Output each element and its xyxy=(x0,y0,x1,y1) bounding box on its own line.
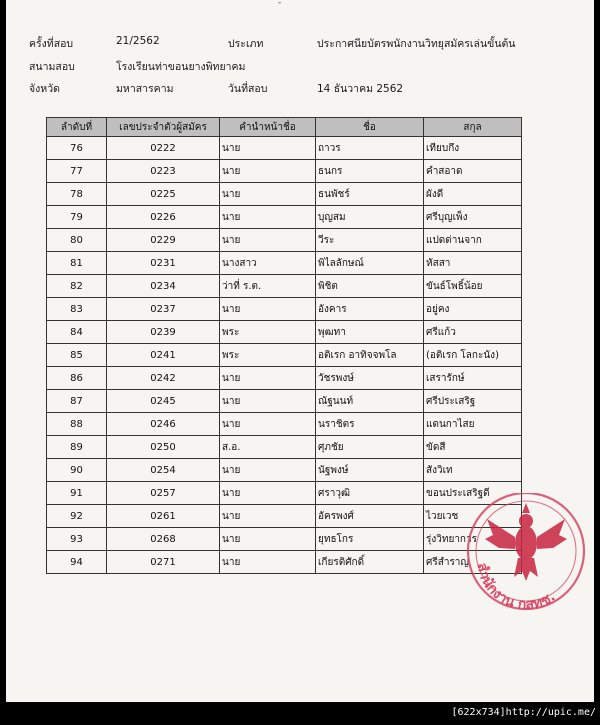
cell-order: 94 xyxy=(47,551,107,574)
cell-applicant-id: 0241 xyxy=(107,344,220,367)
cell-prefix: นาย xyxy=(220,298,316,321)
cell-order: 85 xyxy=(47,344,107,367)
cell-last-name: คำสอาด xyxy=(424,160,522,183)
type-label: ประเภท xyxy=(228,38,264,50)
cell-first-name: พุฒทา xyxy=(316,321,424,344)
cell-order: 79 xyxy=(47,206,107,229)
cell-first-name: วัชรพงษ์ xyxy=(316,367,424,390)
cell-last-name: ผังดี xyxy=(424,183,522,206)
cell-order: 80 xyxy=(47,229,107,252)
cell-applicant-id: 0225 xyxy=(107,183,220,206)
cell-prefix: พระ xyxy=(220,344,316,367)
cell-prefix: นาย xyxy=(220,413,316,436)
cell-last-name: ไวยเวช xyxy=(424,505,522,528)
cell-prefix: นาย xyxy=(220,482,316,505)
cell-order: 87 xyxy=(47,390,107,413)
table-row xyxy=(47,482,522,505)
cell-prefix: นาย xyxy=(220,459,316,482)
cell-applicant-id: 0239 xyxy=(107,321,220,344)
table-row xyxy=(47,436,522,459)
province-value: มหาสารคาม xyxy=(116,83,174,95)
col-header-prefix: คำนำหน้าชื่อ xyxy=(220,118,316,137)
cell-first-name: ถาวร xyxy=(316,137,424,160)
cell-applicant-id: 0254 xyxy=(107,459,220,482)
table-row xyxy=(47,298,522,321)
cell-prefix: นาย xyxy=(220,390,316,413)
cell-first-name: บุญสม xyxy=(316,206,424,229)
round-value: 21/2562 xyxy=(116,35,160,47)
cell-last-name: ศรีสำราญ xyxy=(424,551,522,574)
cell-last-name: ศรีบุญเพ็ง xyxy=(424,206,522,229)
cell-order: 83 xyxy=(47,298,107,321)
cell-prefix: นาย xyxy=(220,229,316,252)
cell-order: 77 xyxy=(47,160,107,183)
cell-applicant-id: 0234 xyxy=(107,275,220,298)
cell-last-name: ขันธ์โพธิ์น้อย xyxy=(424,275,522,298)
cell-order: 92 xyxy=(47,505,107,528)
cell-prefix: นาย xyxy=(220,183,316,206)
cell-applicant-id: 0226 xyxy=(107,206,220,229)
table-row xyxy=(47,229,522,252)
table-row xyxy=(47,137,522,160)
document-page xyxy=(6,0,594,702)
cell-order: 89 xyxy=(47,436,107,459)
cell-applicant-id: 0231 xyxy=(107,252,220,275)
cell-order: 82 xyxy=(47,275,107,298)
cell-last-name: (อติเรก โลกะนัง) xyxy=(424,344,522,367)
date-label: วันที่สอบ xyxy=(228,83,268,95)
col-header-applicant-id: เลขประจำตัวผู้สมัคร xyxy=(107,118,220,137)
cell-first-name: ธนกร xyxy=(316,160,424,183)
cell-last-name: อยู่คง xyxy=(424,298,522,321)
cell-prefix: นาย xyxy=(220,528,316,551)
table-row xyxy=(47,206,522,229)
cell-applicant-id: 0237 xyxy=(107,298,220,321)
table-row xyxy=(47,275,522,298)
col-header-order: ลำดับที่ xyxy=(47,118,107,137)
garuda-emblem-icon xyxy=(485,503,567,581)
cell-prefix: นาย xyxy=(220,206,316,229)
cell-first-name: เกียรติศักดิ์ xyxy=(316,551,424,574)
cell-order: 91 xyxy=(47,482,107,505)
cell-last-name: สังวิเท xyxy=(424,459,522,482)
cell-first-name: ยุทธโกร xyxy=(316,528,424,551)
cell-prefix: พระ xyxy=(220,321,316,344)
cell-prefix: นางสาว xyxy=(220,252,316,275)
table-row xyxy=(47,390,522,413)
cell-last-name: ศรีประเสริฐ xyxy=(424,390,522,413)
cell-first-name: พิชิต xyxy=(316,275,424,298)
cell-order: 76 xyxy=(47,137,107,160)
cell-last-name: เทียบกึง xyxy=(424,137,522,160)
cell-first-name: ศุภชัย xyxy=(316,436,424,459)
candidate-table xyxy=(46,117,522,574)
table-row xyxy=(47,505,522,528)
cell-applicant-id: 0242 xyxy=(107,367,220,390)
cell-last-name: เสรารักษ์ xyxy=(424,367,522,390)
col-header-first-name: ชื่อ xyxy=(316,118,424,137)
date-value: 14 ธันวาคม 2562 xyxy=(317,83,404,95)
cell-last-name: ขอนประเสริฐดี xyxy=(424,482,522,505)
table-row xyxy=(47,344,522,367)
cell-first-name: ศราวุฒิ xyxy=(316,482,424,505)
table-row xyxy=(47,413,522,436)
cell-first-name: นัฐพงษ์ xyxy=(316,459,424,482)
cell-last-name: รุ่งวิทยาการ xyxy=(424,528,522,551)
table-body xyxy=(47,137,522,574)
table-row xyxy=(47,528,522,551)
footer-bar xyxy=(0,702,600,725)
cell-prefix: ส.อ. xyxy=(220,436,316,459)
province-label: จังหวัด xyxy=(29,83,60,95)
table-row xyxy=(47,459,522,482)
table-row xyxy=(47,367,522,390)
table-row xyxy=(47,183,522,206)
cell-applicant-id: 0268 xyxy=(107,528,220,551)
cell-order: 86 xyxy=(47,367,107,390)
cell-first-name: อังคาร xyxy=(316,298,424,321)
cell-last-name: ศรีแก้ว xyxy=(424,321,522,344)
type-value: ประกาศนียบัตรพนักงานวิทยุสมัครเล่นขั้นต้น xyxy=(317,38,516,50)
round-label: ครั้งที่สอบ xyxy=(29,38,74,50)
cell-applicant-id: 0246 xyxy=(107,413,220,436)
cell-order: 81 xyxy=(47,252,107,275)
cell-applicant-id: 0250 xyxy=(107,436,220,459)
cell-last-name: หัสสา xyxy=(424,252,522,275)
page-top-mark: - xyxy=(278,0,282,8)
cell-first-name: ธนพัชร์ xyxy=(316,183,424,206)
cell-applicant-id: 0257 xyxy=(107,482,220,505)
cell-applicant-id: 0229 xyxy=(107,229,220,252)
cell-first-name: พิไลลักษณ์ xyxy=(316,252,424,275)
cell-prefix: ว่าที่ ร.ต. xyxy=(220,275,316,298)
cell-order: 93 xyxy=(47,528,107,551)
table-row xyxy=(47,321,522,344)
cell-prefix: นาย xyxy=(220,137,316,160)
cell-first-name: อติเรก อาทิจจพโล xyxy=(316,344,424,367)
cell-applicant-id: 0261 xyxy=(107,505,220,528)
cell-first-name: ณัฐนนท์ xyxy=(316,390,424,413)
cell-prefix: นาย xyxy=(220,551,316,574)
cell-applicant-id: 0222 xyxy=(107,137,220,160)
cell-first-name: นราชิตร xyxy=(316,413,424,436)
cell-order: 88 xyxy=(47,413,107,436)
col-header-last-name: สกุล xyxy=(424,118,522,137)
image-host-tag: [622x734]http://upic.me/ xyxy=(451,707,596,718)
table-row xyxy=(47,160,522,183)
table-row xyxy=(47,551,522,574)
cell-prefix: นาย xyxy=(220,367,316,390)
cell-order: 78 xyxy=(47,183,107,206)
table-header-row xyxy=(47,118,522,137)
cell-applicant-id: 0245 xyxy=(107,390,220,413)
cell-last-name: แดนกาไสย xyxy=(424,413,522,436)
cell-last-name: แปดด่านจาก xyxy=(424,229,522,252)
cell-applicant-id: 0271 xyxy=(107,551,220,574)
venue-label: สนามสอบ xyxy=(29,61,75,73)
table-row xyxy=(47,252,522,275)
cell-order: 84 xyxy=(47,321,107,344)
cell-last-name: ขัดสี xyxy=(424,436,522,459)
cell-first-name: อัครพงศ์ xyxy=(316,505,424,528)
cell-first-name: วีระ xyxy=(316,229,424,252)
cell-prefix: นาย xyxy=(220,160,316,183)
cell-prefix: นาย xyxy=(220,505,316,528)
venue-value: โรงเรียนท่าขอนยางพิทยาคม xyxy=(116,61,246,73)
cell-order: 90 xyxy=(47,459,107,482)
seal-text: สำนักงาน กสทช. xyxy=(473,561,559,611)
garuda-seal xyxy=(454,493,589,611)
cell-applicant-id: 0223 xyxy=(107,160,220,183)
